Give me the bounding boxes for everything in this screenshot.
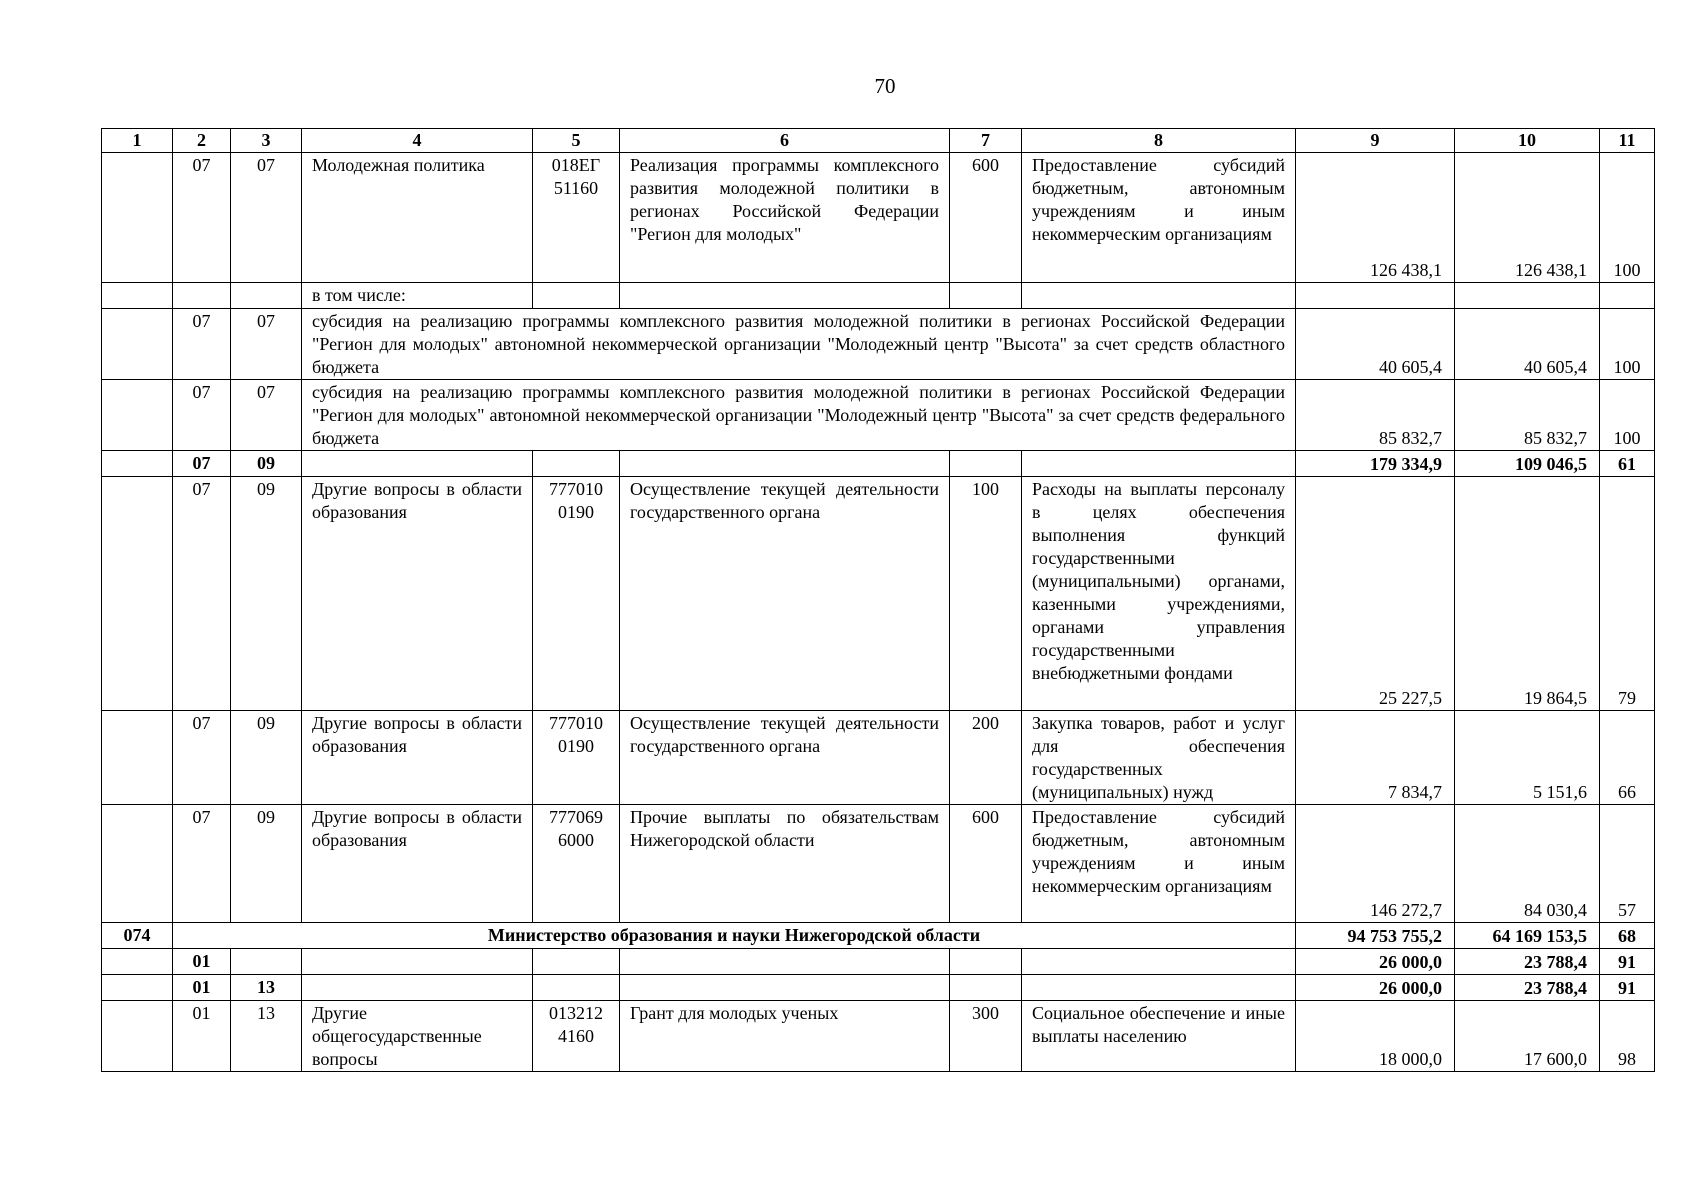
cell-subsection: 07 <box>231 153 302 283</box>
cell-subsection-name: Другие общегосударственные вопросы <box>302 1001 533 1072</box>
cell-plan: 40 605,4 <box>1296 309 1455 380</box>
cell-expense-type: 100 <box>950 477 1022 711</box>
cell-percent: 100 <box>1600 380 1655 451</box>
cell-article-name: Осуществление текущей деятельности государственного органа <box>620 711 950 805</box>
cell-subsection: 07 <box>231 309 302 380</box>
cell-expense-type: 600 <box>950 805 1022 923</box>
table-header-row <box>102 129 1655 153</box>
cell-plan: 179 334,9 <box>1296 451 1455 477</box>
cell-subsection-name: Другие вопросы в области образования <box>302 477 533 711</box>
cell-section: 07 <box>173 153 231 283</box>
cell-subsection <box>231 949 302 975</box>
cell-percent: 57 <box>1600 805 1655 923</box>
table-row <box>102 153 1655 283</box>
table-row <box>102 477 1655 711</box>
column-header: 4 <box>302 129 533 153</box>
budget-table <box>101 128 1655 1072</box>
cell-article-name: Реализация программы комплексного развития молодежной политики в регионах Российской Федерации "Регион для молодых" <box>620 153 950 283</box>
cell-plan: 94 753 755,2 <box>1296 923 1455 949</box>
column-header: 5 <box>533 129 620 153</box>
cell-section: 07 <box>173 711 231 805</box>
page-number: 70 <box>874 74 896 98</box>
cell-executed: 109 046,5 <box>1455 451 1600 477</box>
cell-section: 07 <box>173 451 231 477</box>
cell-percent: 91 <box>1600 975 1655 1001</box>
cell-expense-type: 600 <box>950 153 1022 283</box>
cell-plan: 18 000,0 <box>1296 1001 1455 1072</box>
cell-executed: 126 438,1 <box>1455 153 1600 283</box>
column-header: 9 <box>1296 129 1455 153</box>
cell-expense-type-name: Предоставление субсидий бюджетным, автономным учреждениям и иным некоммерческим организациям <box>1022 153 1296 283</box>
cell-percent: 100 <box>1600 309 1655 380</box>
cell-article-name: Грант для молодых ученых <box>620 1001 950 1072</box>
cell-percent: 100 <box>1600 153 1655 283</box>
cell-plan: 126 438,1 <box>1296 153 1455 283</box>
cell-section: 07 <box>173 805 231 923</box>
cell-executed: 5 151,6 <box>1455 711 1600 805</box>
cell-percent: 98 <box>1600 1001 1655 1072</box>
cell-plan: 26 000,0 <box>1296 975 1455 1001</box>
cell-article-name: Прочие выплаты по обязательствам Нижегородской области <box>620 805 950 923</box>
cell-percent: 66 <box>1600 711 1655 805</box>
cell-target-article: 777069 6000 <box>533 805 620 923</box>
column-header: 1 <box>102 129 173 153</box>
cell-percent: 61 <box>1600 451 1655 477</box>
cell-expense-type: 200 <box>950 711 1022 805</box>
cell-section: 01 <box>173 949 231 975</box>
cell-expense-type-name: Закупка товаров, работ и услуг для обеспечения государственных (муниципальных) нужд <box>1022 711 1296 805</box>
cell-subsection: 07 <box>231 380 302 451</box>
cell-expense-type: 300 <box>950 1001 1022 1072</box>
cell-subsection-name: Другие вопросы в области образования <box>302 711 533 805</box>
column-header: 8 <box>1022 129 1296 153</box>
cell-executed: 64 169 153,5 <box>1455 923 1600 949</box>
table-row <box>102 1001 1655 1072</box>
cell-plan: 146 272,7 <box>1296 805 1455 923</box>
cell-section: 07 <box>173 380 231 451</box>
cell-percent: 91 <box>1600 949 1655 975</box>
cell-subsidy-description: субсидия на реализацию программы комплексного развития молодежной политики в регионах Российской Федерации "Регион для молодых" автономной некоммерческой организации "Молодежный центр "Высота" за счет средств федерального бюджета <box>302 380 1296 451</box>
table-row <box>102 380 1655 451</box>
cell-executed: 17 600,0 <box>1455 1001 1600 1072</box>
ministry-total-row <box>102 923 1655 949</box>
cell-subsection-name: Молодежная политика <box>302 153 533 283</box>
cell-executed: 23 788,4 <box>1455 975 1600 1001</box>
cell-ministry-code: 074 <box>102 923 173 949</box>
cell-section: 01 <box>173 1001 231 1072</box>
cell-target-article: 777010 0190 <box>533 711 620 805</box>
cell-target-article: 013212 4160 <box>533 1001 620 1072</box>
cell-expense-type-name: Социальное обеспечение и иные выплаты населению <box>1022 1001 1296 1072</box>
table-row <box>102 309 1655 380</box>
column-header: 7 <box>950 129 1022 153</box>
cell-subsection-name: Другие вопросы в области образования <box>302 805 533 923</box>
cell-plan: 7 834,7 <box>1296 711 1455 805</box>
cell-subsection: 09 <box>231 805 302 923</box>
column-header: 10 <box>1455 129 1600 153</box>
cell-including-label: в том числе: <box>302 283 533 309</box>
cell-plan: 85 832,7 <box>1296 380 1455 451</box>
cell-expense-type-name: Предоставление субсидий бюджетным, автономным учреждениям и иным некоммерческим организациям <box>1022 805 1296 923</box>
table-row <box>102 711 1655 805</box>
cell-target-article: 018ЕГ 51160 <box>533 153 620 283</box>
column-header: 6 <box>620 129 950 153</box>
cell-executed: 85 832,7 <box>1455 380 1600 451</box>
cell-percent: 68 <box>1600 923 1655 949</box>
table-row <box>102 283 1655 309</box>
cell-executed: 23 788,4 <box>1455 949 1600 975</box>
cell-executed: 84 030,4 <box>1455 805 1600 923</box>
subtotal-row <box>102 975 1655 1001</box>
cell-section: 07 <box>173 309 231 380</box>
cell-expense-type-name: Расходы на выплаты персоналу в целях обеспечения выполнения функций государственными (муниципальными) органами, казенными учреждениями, органами управления государственными внебюджетными фондами <box>1022 477 1296 711</box>
column-header: 2 <box>173 129 231 153</box>
cell-subsection: 13 <box>231 1001 302 1072</box>
cell-target-article: 777010 0190 <box>533 477 620 711</box>
cell-section: 01 <box>173 975 231 1001</box>
cell-subsidy-description: субсидия на реализацию программы комплексного развития молодежной политики в регионах Российской Федерации "Регион для молодых" автономной некоммерческой организации "Молодежный центр "Высота" за счет средств областного бюджета <box>302 309 1296 380</box>
cell-plan: 26 000,0 <box>1296 949 1455 975</box>
cell-subsection: 09 <box>231 451 302 477</box>
subtotal-row <box>102 451 1655 477</box>
cell-subsection: 09 <box>231 711 302 805</box>
cell-subsection: 09 <box>231 477 302 711</box>
cell-article-name: Осуществление текущей деятельности государственного органа <box>620 477 950 711</box>
column-header: 3 <box>231 129 302 153</box>
cell-ministry-code <box>102 153 173 283</box>
table-row <box>102 805 1655 923</box>
column-header: 11 <box>1600 129 1655 153</box>
cell-plan: 25 227,5 <box>1296 477 1455 711</box>
cell-executed: 19 864,5 <box>1455 477 1600 711</box>
cell-subsection: 13 <box>231 975 302 1001</box>
cell-executed: 40 605,4 <box>1455 309 1600 380</box>
cell-percent: 79 <box>1600 477 1655 711</box>
cell-ministry-title: Министерство образования и науки Нижегородской области <box>173 923 1296 949</box>
subtotal-row <box>102 949 1655 975</box>
cell-section: 07 <box>173 477 231 711</box>
